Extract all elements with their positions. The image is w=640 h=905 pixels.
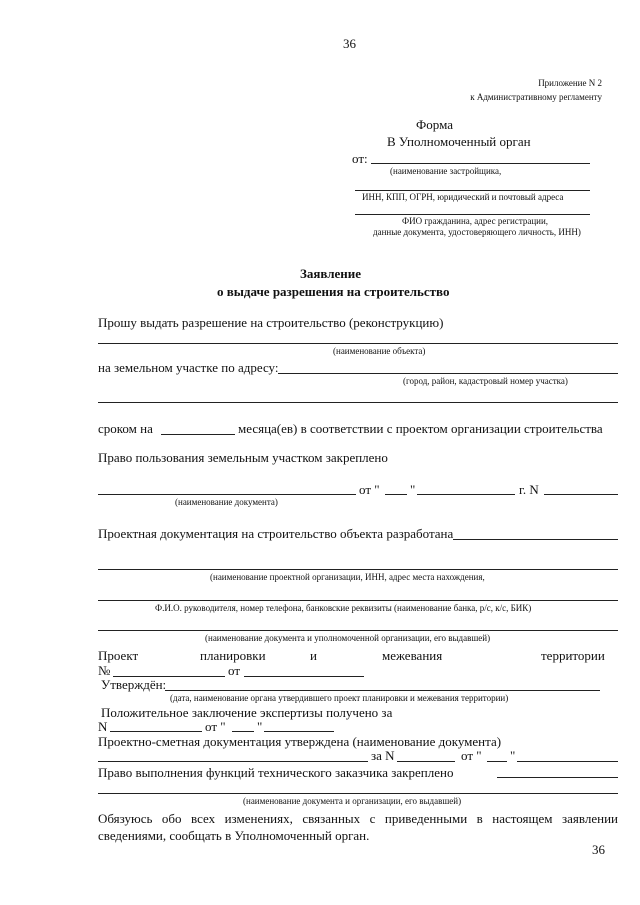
fio-line: [355, 214, 590, 215]
plan-word-2: планировки: [200, 648, 266, 663]
expertise-n-line: [110, 731, 202, 732]
customer-text: Право выполнения функций технического заказчика закреплено: [98, 765, 454, 780]
doc-org-line: [98, 630, 618, 631]
project-head-line: [98, 600, 618, 601]
customer-doc-line: [98, 793, 618, 794]
plan-word-4: межевания: [382, 648, 443, 663]
doc-number-line: [544, 494, 618, 495]
project-head-caption: Ф.И.О. руководителя, номер телефона, банковские реквизиты (наименование банка, р/с, к/с, БИК): [155, 603, 532, 613]
expertise-month-line: [264, 731, 334, 732]
land-right-text: Право пользования земельным участком закреплено: [98, 450, 388, 465]
appendix-line-2: к Административному регламенту: [470, 92, 602, 102]
from-caption: (наименование застройщика,: [390, 166, 502, 176]
expertise-day-line: [232, 731, 254, 732]
expertise-text: Положительное заключение экспертизы получено за: [101, 705, 393, 720]
approved-caption: (дата, наименование органа утвердившего проект планировки и межевания территории): [170, 693, 509, 703]
expertise-n-label: N: [98, 719, 108, 734]
from-line: [371, 163, 590, 164]
year-n-label: г. N: [519, 482, 539, 497]
object-line: [98, 343, 618, 344]
land-doc-line: [98, 494, 356, 495]
form-addressee: В Уполномоченный орган: [387, 134, 531, 149]
request-text: Прошу выдать разрешение на строительство (реконструкцию): [98, 315, 444, 330]
estimate-day-line: [487, 761, 507, 762]
obligation-text: Обязуюсь обо всех изменениях, связанных с приведенными в настоящем заявлении сведениями, сообщать в Уполномоченный орган.: [98, 811, 618, 843]
estimate-n-line: [397, 761, 455, 762]
form-title: Форма: [416, 117, 453, 132]
estimate-month-line: [517, 761, 618, 762]
estimate-za-n-label: за N: [371, 748, 395, 763]
heading-title: Заявление: [300, 266, 362, 281]
fio-caption-1: ФИО гражданина, адрес регистрации,: [402, 216, 549, 226]
plan-word-5: территории: [541, 648, 605, 663]
project-org-line: [98, 569, 618, 570]
address-line-2: [98, 402, 618, 403]
estimate-text: Проектно-сметная документация утверждена (наименование документа): [98, 734, 502, 749]
inn-caption: ИНН, КПП, ОГРН, юридический и почтовый адреса: [362, 192, 564, 202]
estimate-doc-line: [98, 761, 368, 762]
plan-no-label: №: [98, 663, 111, 678]
plan-word-1: Проект: [98, 648, 139, 663]
customer-line: [497, 777, 618, 778]
project-org-caption: (наименование проектной организации, ИНН, адрес места нахождения,: [210, 572, 485, 582]
term-line: [161, 434, 235, 435]
expertise-quote: ": [257, 719, 263, 734]
project-doc-line: [453, 539, 618, 540]
estimate-quote: ": [510, 748, 516, 763]
plan-date-line: [244, 676, 364, 677]
customer-caption: (наименование документа и организации, его выдавшей): [243, 796, 462, 806]
term-suffix: месяца(ев) в соответствии с проектом организации строительства: [238, 421, 603, 436]
address-line: [278, 373, 618, 374]
heading-subtitle: о выдаче разрешения на строительство: [217, 284, 450, 299]
date-month-line: [417, 494, 515, 495]
term-prefix: сроком на: [98, 421, 153, 436]
land-doc-caption: (наименование документа): [175, 497, 278, 507]
appendix-line-1: Приложение N 2: [538, 78, 602, 88]
date-from-label: от ": [359, 482, 380, 497]
project-doc-text: Проектная документация на строительство объекта разработана: [98, 526, 454, 541]
approved-label: Утверждён:: [101, 677, 167, 692]
address-label: на земельном участке по адресу:: [98, 360, 279, 375]
date-quote: ": [410, 482, 416, 497]
plan-ot-label: от: [228, 663, 241, 678]
plan-word-3: и: [310, 648, 317, 663]
address-caption: (город, район, кадастровый номер участка): [403, 376, 568, 386]
estimate-ot-label: от ": [461, 748, 482, 763]
fio-caption-2: данные документа, удостоверяющего личность, ИНН): [373, 227, 581, 237]
page-number-top: 36: [343, 36, 356, 51]
inn-line: [355, 190, 590, 191]
object-caption: (наименование объекта): [333, 346, 426, 356]
date-day-line: [385, 494, 407, 495]
expertise-ot-label: от ": [205, 719, 226, 734]
doc-org-caption: (наименование документа и уполномоченной организации, его выдавшей): [205, 633, 491, 643]
from-label: от:: [352, 151, 368, 166]
page-number-bottom: 36: [592, 842, 605, 857]
approved-line: [165, 690, 600, 691]
